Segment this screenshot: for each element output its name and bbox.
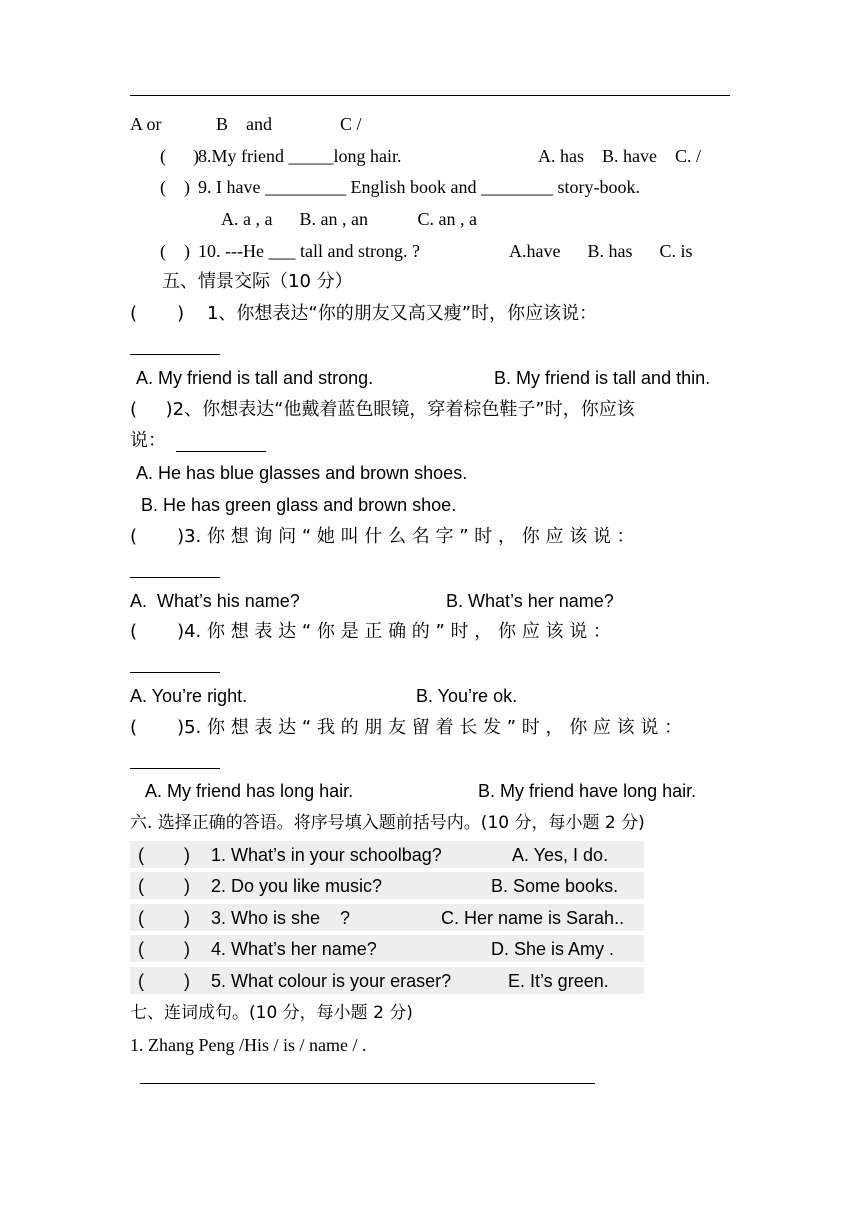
section7-title: 七、连词成句。(10 分，每小题 2 分) [130,1003,413,1023]
s5-q5-option-b: B. My friend have long hair. [478,781,697,801]
s5-q3-prompt: ( )3. 你 想 询 问 “ 她 叫 什 么 名 字 ” 时 ， 你 应 该 说 ： [130,526,635,547]
s5-q4-prompt: ( )4. 你 想 表 达 “ 你 是 正 确 的 ” 时 ， 你 应 该 说 ： [130,621,611,642]
s5-q1-prompt: ( ) 1、你想表达“你的朋友又高又瘦”时，你应该说： [130,303,598,324]
top-rule [130,95,730,96]
section5-title: 五、情景交际（10 分） [162,271,353,292]
s7-q1-answer-line[interactable] [140,1083,595,1084]
q8-text: 8.My friend _____long hair. [198,146,402,166]
s5-q2-option-a: A. He has blue glasses and brown shoes. [136,463,468,483]
q10-options: A.have B. has C. is [509,241,693,261]
q10-text: 10. ---He ___ tall and strong. ? [198,241,420,261]
q9-paren[interactable]: ( ) [160,177,190,197]
s5-q4-answer-blank[interactable] [130,672,220,673]
s6-row-2-paren[interactable]: ( ) [138,876,190,896]
q10-paren[interactable]: ( ) [160,241,190,261]
s6-row-5-paren[interactable]: ( ) [138,971,190,991]
s6-row-3-paren[interactable]: ( ) [138,908,190,928]
s6-row-3-answer: C. Her name is Sarah.. [441,908,625,928]
s5-q3-answer-blank[interactable] [130,577,220,578]
s5-q2-prompt: ( )2、你想表达“他戴着蓝色眼镜，穿着棕色鞋子”时，你应该 [130,399,635,420]
s5-q4-option-b: B. You’re ok. [416,686,518,706]
q9-text: 9. I have _________ English book and ________ story-book. [198,177,640,197]
s5-q4-option-a: A. You’re right. [130,686,248,706]
s5-q1-answer-blank[interactable] [130,354,220,355]
s5-q2-answer-blank[interactable] [176,451,266,452]
s7-q1: 1. Zhang Peng /His / is / name / . [130,1035,367,1055]
section6-title: 六. 选择正确的答语。将序号填入题前括号内。(10 分，每小题 2 分) [130,813,645,833]
s5-q3-option-a: A. What’s his name? [130,591,300,611]
s6-row-5-question: 5. What colour is your eraser? [211,971,452,991]
s6-row-1-paren[interactable]: ( ) [138,845,190,865]
s5-q2-prompt-cont: 说： [130,430,166,451]
q7-option-c: C / [340,114,362,134]
s6-row-4-paren[interactable]: ( ) [138,939,190,959]
s6-row-4-question: 4. What’s her name? [211,939,377,959]
q7-option-b: B and [216,114,272,134]
q9-options: A. a , a B. an , an C. an , a [221,209,477,229]
q8-paren[interactable]: ( ) [160,146,199,166]
q7-option-a: A or [130,114,162,134]
s6-row-3-question: 3. Who is she ? [211,908,351,928]
s5-q5-answer-blank[interactable] [130,768,220,769]
s6-row-1-answer: A. Yes, I do. [512,845,609,865]
s6-row-5-answer: E. It’s green. [508,971,609,991]
s5-q3-option-b: B. What’s her name? [446,591,614,611]
s5-q2-option-b: B. He has green glass and brown shoe. [141,495,457,515]
s6-row-1-question: 1. What’s in your schoolbag? [211,845,442,865]
s6-row-2-question: 2. Do you like music? [211,876,383,896]
s5-q1-option-b: B. My friend is tall and thin. [494,368,711,388]
q8-options: A. has B. have C. / [538,146,701,166]
s5-q5-prompt: ( )5. 你 想 表 达 “ 我 的 朋 友 留 着 长 发 ” 时 ， 你 应 该 说 ： [130,717,683,738]
s5-q5-option-a: A. My friend has long hair. [145,781,354,801]
s6-row-4-answer: D. She is Amy . [491,939,615,959]
s5-q1-option-a: A. My friend is tall and strong. [136,368,374,388]
s6-row-2-answer: B. Some books. [491,876,619,896]
